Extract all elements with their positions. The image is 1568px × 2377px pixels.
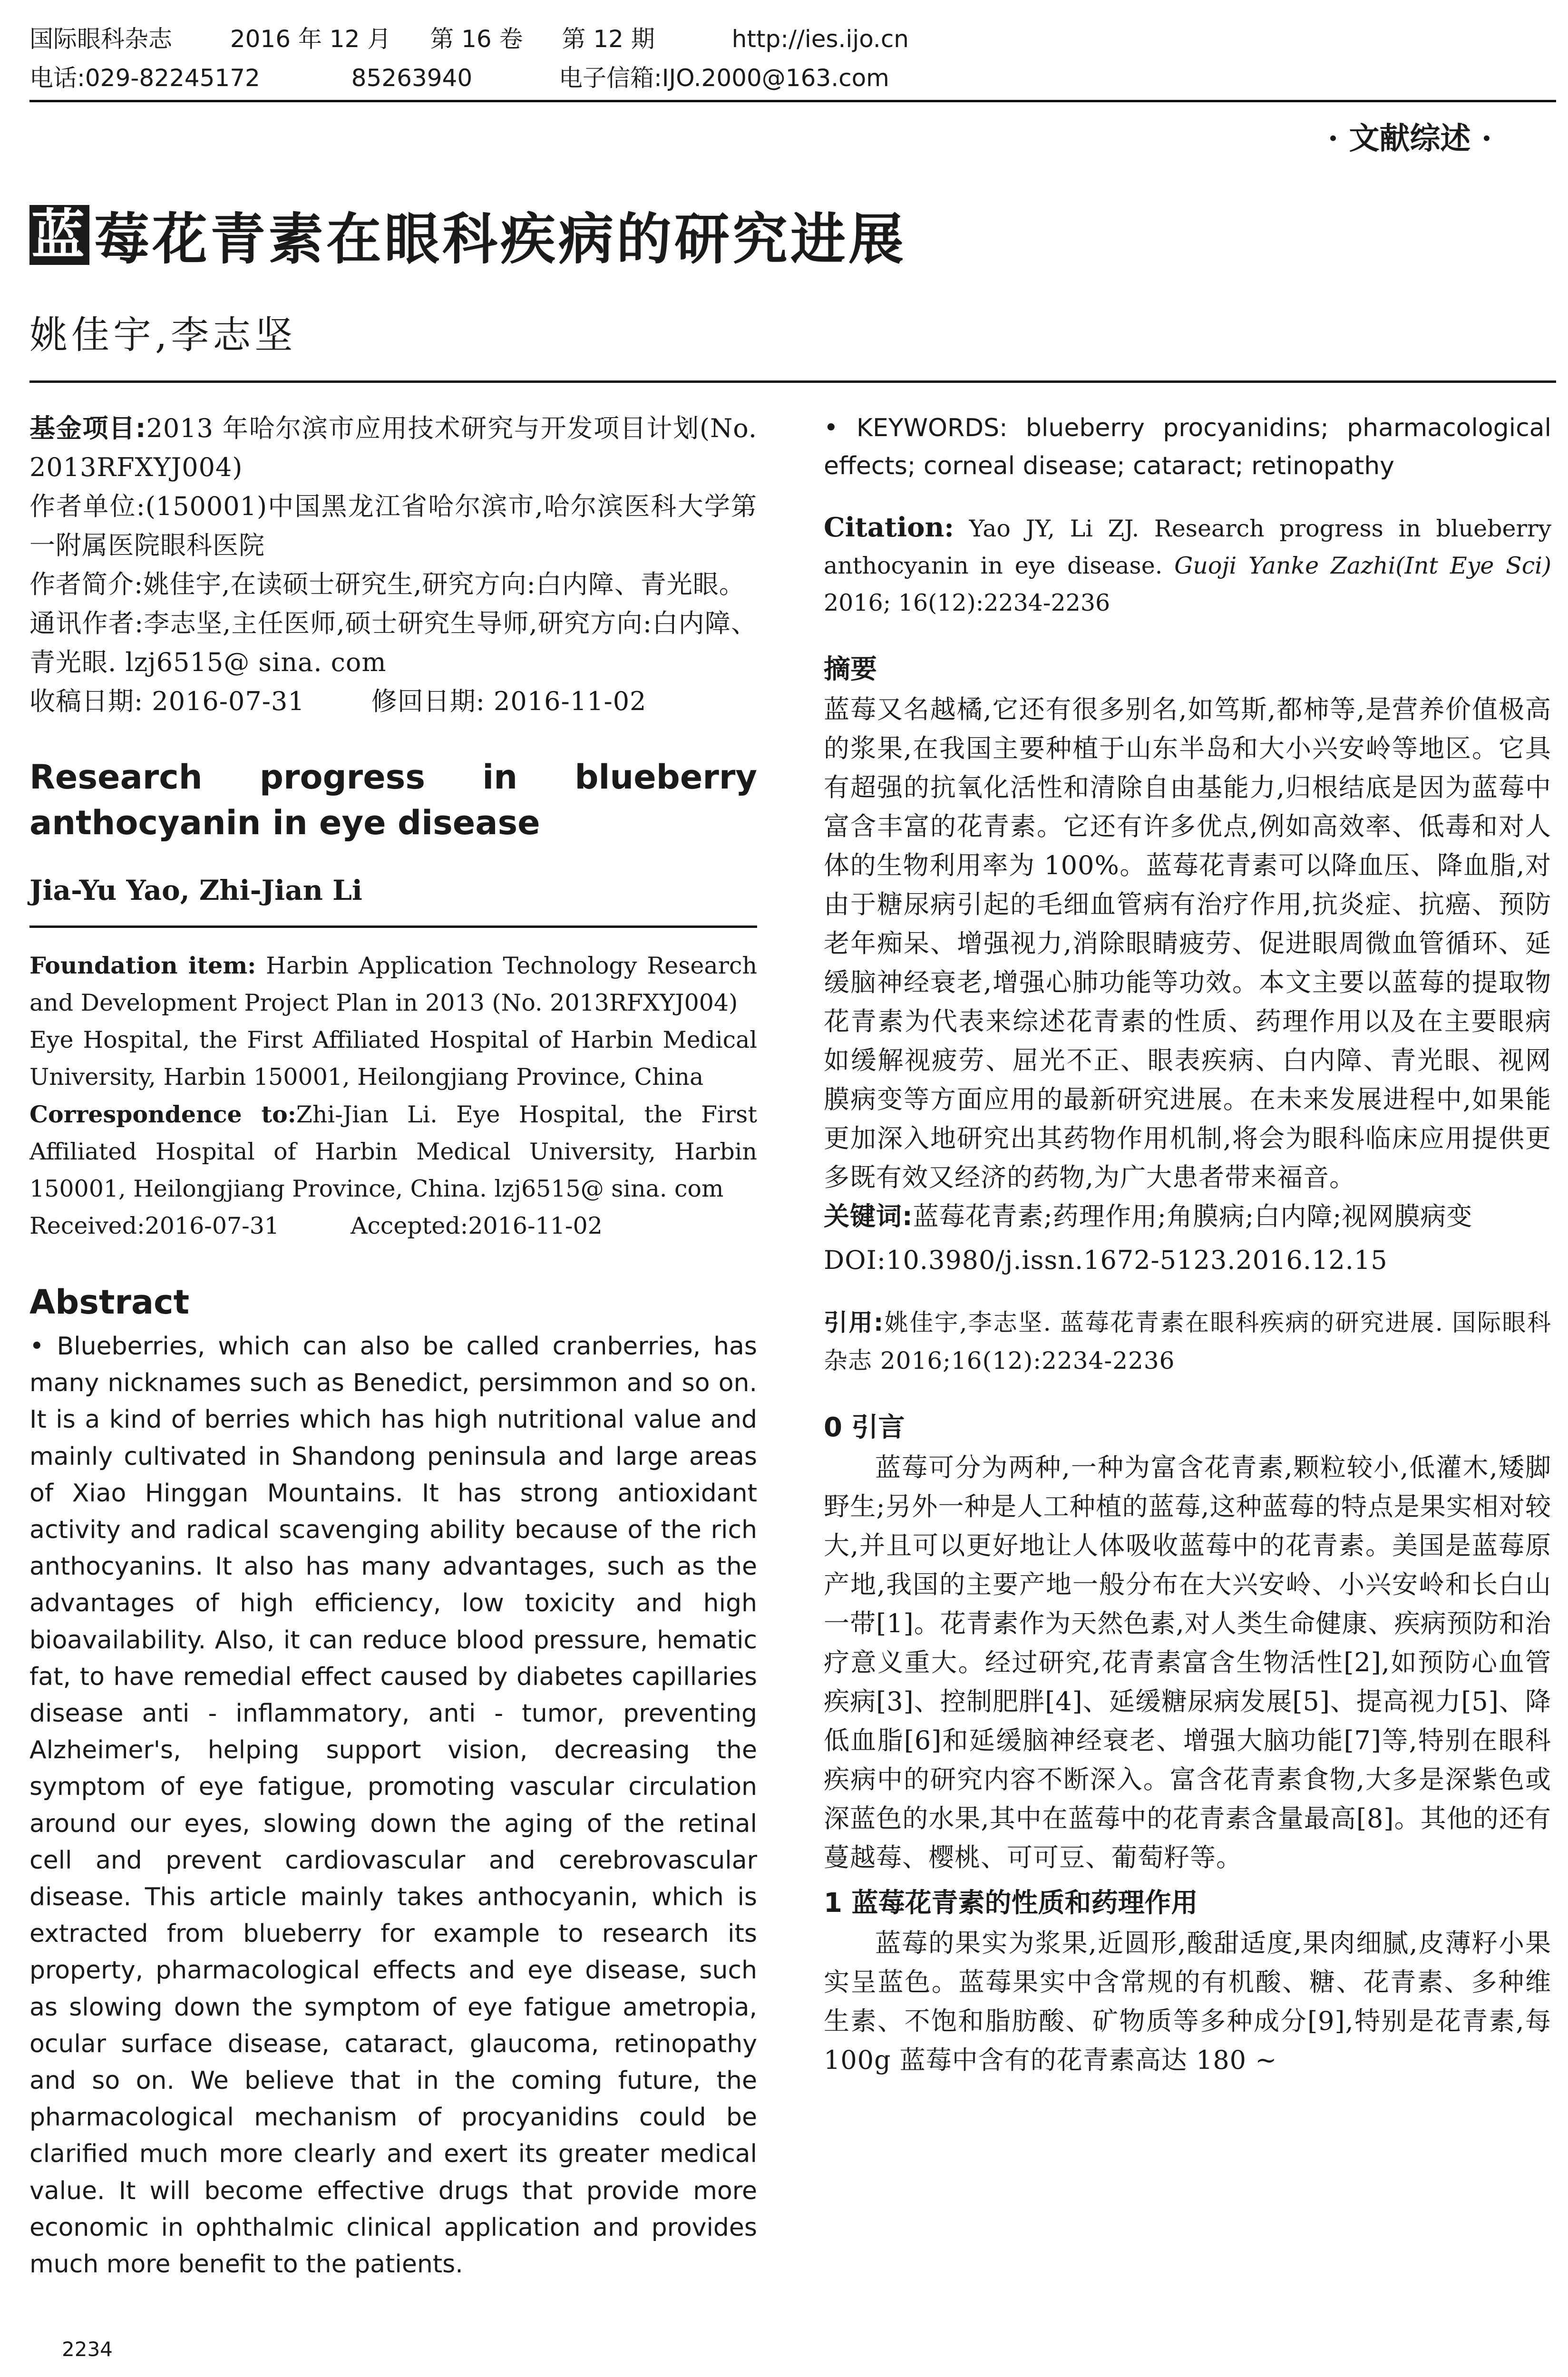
author-unit: 作者单位:(150001)中国黑龙江省哈尔滨市,哈尔滨医科大学第一附属医院眼科医院 bbox=[29, 491, 757, 560]
left-column bbox=[29, 409, 757, 2283]
journal-url[interactable]: http://ies.ijo.cn bbox=[731, 25, 909, 53]
section-0-heading: 0 引言 bbox=[824, 1412, 905, 1443]
dates-en: Received:2016-07-31 Accepted:2016-11-02 bbox=[29, 1212, 603, 1239]
issue: 第 12 期 bbox=[562, 25, 655, 53]
title-drop-cap: 蓝 bbox=[29, 205, 89, 265]
section-1-paragraph: 蓝莓的果实为浆果,近圆形,酸甜适度,果肉细腻,皮薄籽小果实呈蓝色。蓝莓果实中含常规的有机酸、糖、花青素、多种维生素、不饱和脂肪酸、矿物质等多种成分[9],特别是花青素,每 100g 蓝莓中含有的花青素高达 180 ~ bbox=[824, 1928, 1551, 2075]
spacer bbox=[824, 1280, 1551, 1304]
email[interactable]: 电子信箱:IJO.2000@163.com bbox=[558, 64, 889, 92]
dates-zh: 收稿日期: 2016-07-31 修回日期: 2016-11-02 bbox=[29, 686, 647, 716]
article-title bbox=[29, 195, 906, 274]
running-header-line2 bbox=[29, 64, 889, 92]
affiliation: Eye Hospital, the First Affiliated Hospital of Harbin Medical University, Harbin 150001, Heilongjiang Province, China bbox=[29, 1026, 757, 1091]
abstract-heading: Abstract bbox=[29, 1283, 190, 1322]
spacer bbox=[824, 485, 1551, 509]
foundation-item: Foundation item: Harbin Application Technology Research and Development Project Plan in 2013 (No. 2013RFXYJ004) bbox=[29, 952, 757, 1016]
corresponding-author: 通讯作者:李志坚,主任医师,硕士研究生导师,研究方向:白内障、青光眼. lzj6515@ sina. com bbox=[29, 608, 757, 677]
fund-info: 基金项目:2013 年哈尔滨市应用技术研究与开发项目计划(No. 2013RFXYJ004) bbox=[29, 413, 757, 482]
abstract-text: • Blueberries, which can also be called cranberries, has many nicknames such as Benedict, persimmon and so on. It is a kind of berries which has high nutritional value and mainly cultivated in Shandong peninsula and large areas of Xiao Hinggan Mountains. It has strong antioxidant activity and radical scavenging ability because of the rich anthocyanins. It also has many advantages, such as the advantages of high efficiency, low toxicity and high bioavailability. Also, it can reduce blood pressure, hematic fat, to have remedial effect caused by diabetes capillaries disease anti - inflammatory, anti - tumor, preventing Alzheimer's, helping support vision, decreasing the symptom of eye fatigue, promoting vascular circulation around our eyes, slowing down the aging of the retinal cell and prevent cardiovascular and cerebrovascular disease. This article mainly takes anthocyanin, which is extracted from blueberry for example to research its property, pharmacological effects and eye disease, such as slowing down the symptom of eye fatigue ametropia, ocular surface disease, cataract, glaucoma, retinopathy and so on. We believe that in the coming future, the pharmacological mechanism of procyanidins could be clarified much more clearly and exert its greater medical value. It will become effective drugs that provide more economic in ophthalmic clinical application and provides much more benefit to the patients. bbox=[29, 1332, 757, 2279]
citation-zh: 引用:姚佳宇,李志坚. 蓝莓花青素在眼科疾病的研究进展. 国际眼科杂志 2016;16(12):2234-2236 bbox=[824, 1309, 1552, 1374]
section-1-heading: 1 蓝莓花青素的性质和药理作用 bbox=[824, 1888, 1198, 1919]
abstract-zh-heading: 摘要 bbox=[824, 654, 877, 685]
doi[interactable]: DOI:10.3980/j.issn.1672-5123.2016.12.15 bbox=[824, 1245, 1388, 1275]
keywords-en: • KEYWORDS: blueberry procyanidins; pharmacological effects; corneal disease; cataract; retinopathy bbox=[824, 414, 1551, 480]
phone: 电话:029-82245172 bbox=[29, 64, 260, 92]
keywords-zh: 关键词:蓝莓花青素;药理作用;角膜病;白内障;视网膜病变 bbox=[824, 1201, 1473, 1231]
right-column bbox=[824, 409, 1551, 2080]
page-number: 2234 bbox=[62, 2338, 113, 2361]
correspondence: Correspondence to:Zhi-Jian Li. Eye Hospital, the First Affiliated Hospital of Harbin Medical University, Harbin 150001, Heilongjiang Province, China. lzj6515@ sina. com bbox=[29, 1101, 757, 1202]
english-authors: Jia-Yu Yao, Zhi-Jian Li bbox=[29, 874, 362, 906]
author-bio: 作者简介:姚佳宇,在读硕士研究生,研究方向:白内障、青光眼。 bbox=[29, 569, 745, 599]
phone-2: 85263940 bbox=[351, 64, 473, 92]
header-rule bbox=[29, 100, 1556, 102]
running-header-line1 bbox=[29, 25, 909, 53]
authors-rule bbox=[29, 925, 757, 928]
issue-date: 2016 年 12 月 bbox=[230, 25, 391, 53]
section-0-paragraph: 蓝莓可分为两种,一种为富含花青素,颗粒较小,低灌木,矮脚野生;另外一种是人工种植的蓝莓,这种蓝莓的特点是果实相对较大,并且可以更好地让人体吸收蓝莓中的花青素。美国是蓝莓原产地,我国的主要产地一般分布在大兴安岭、小兴安岭和长白山一带[1]。花青素作为天然色素,对人类生命健康、疾病预防和治疗意义重大。经过研究,花青素富含生物活性[2],如预防心血管疾病[3]、控制肥胖[4]、延缓糖尿病发展[5]、提高视力[5]、降低血脂[6]和延缓脑神经衰老、增强大脑功能[7]等,特别在眼科疾病中的研究内容不断深入。富含花青素食物,大多是深紫色或深蓝色的水果,其中在蓝莓中的花青素含量最高[8]。其他的还有蔓越莓、樱桃、可可豆、葡萄籽等。 bbox=[824, 1452, 1551, 1872]
citation-en: Citation: Yao JY, Li ZJ. Research progress in blueberry anthocyanin in eye disease. Guoji Yanke Zazhi(Int Eye Sci) 2016; 16(12):2234-2236 bbox=[824, 512, 1551, 616]
section-tag: · 文献综述 · bbox=[1327, 121, 1492, 156]
authors-zh: 姚佳宇,李志坚 bbox=[29, 313, 297, 357]
english-title: Research progress in blueberry anthocyanin in eye disease bbox=[29, 758, 757, 842]
volume: 第 16 卷 bbox=[430, 25, 523, 53]
journal-name: 国际眼科杂志 bbox=[29, 25, 172, 53]
title-text: 莓花青素在眼科疾病的研究进展 bbox=[94, 207, 906, 272]
title-rule bbox=[29, 380, 1556, 383]
abstract-zh-text: 蓝莓又名越橘,它还有很多别名,如笃斯,都柿等,是营养价值极高的浆果,在我国主要种植于山东半岛和大小兴安岭等地区。它具有超强的抗氧化活性和清除自由基能力,归根结底是因为蓝莓中富含丰富的花青素。它还有许多优点,例如高效率、低毒和对人体的生物利用率为 100%。蓝莓花青素可以降血压、降血脂,对由于糖尿病引起的毛细血管病有治疗作用,抗炎症、抗癌、预防老年痴呆、增强视力,消除眼睛疲劳、促进眼周微血管循环、延缓脑神经衰老,增强心肺功能等功效。本文主要以蓝莓的提取物花青素为代表来综述花青素的性质、药理作用以及在主要眼病如缓解视疲劳、屈光不正、眼表疾病、白内障、青光眼、视网膜病变等方面应用的最新研究进展。在未来发展进程中,如果能更加深入地研究出其药物作用机制,将会为眼科临床应用提供更多既有效又经济的药物,为广大患者带来福音。 bbox=[824, 694, 1551, 1192]
